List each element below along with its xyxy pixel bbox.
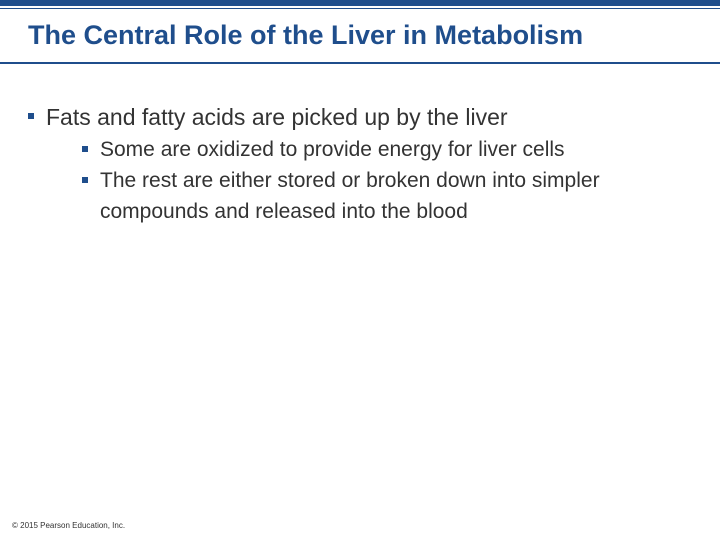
title-divider bbox=[0, 62, 720, 64]
sub-bullet-text: Some are oxidized to provide energy for liver cells bbox=[100, 138, 565, 161]
bullet-text: Fats and fatty acids are picked up by the liver bbox=[46, 104, 508, 130]
square-bullet-icon bbox=[82, 177, 88, 183]
copyright-footer: © 2015 Pearson Education, Inc. bbox=[12, 521, 126, 530]
top-accent-line bbox=[0, 8, 720, 9]
sub-bullet-item bbox=[28, 165, 708, 227]
square-bullet-icon bbox=[28, 113, 34, 119]
sub-bullet-text: The rest are either stored or broken down into simpler compounds and released into the blood bbox=[100, 169, 600, 223]
sub-bullet-item bbox=[28, 134, 708, 165]
bullet-item bbox=[28, 100, 708, 134]
square-bullet-icon bbox=[82, 146, 88, 152]
top-accent-bar bbox=[0, 0, 720, 6]
bullet-list bbox=[28, 100, 708, 227]
slide-title: The Central Role of the Liver in Metabolism bbox=[28, 20, 584, 50]
